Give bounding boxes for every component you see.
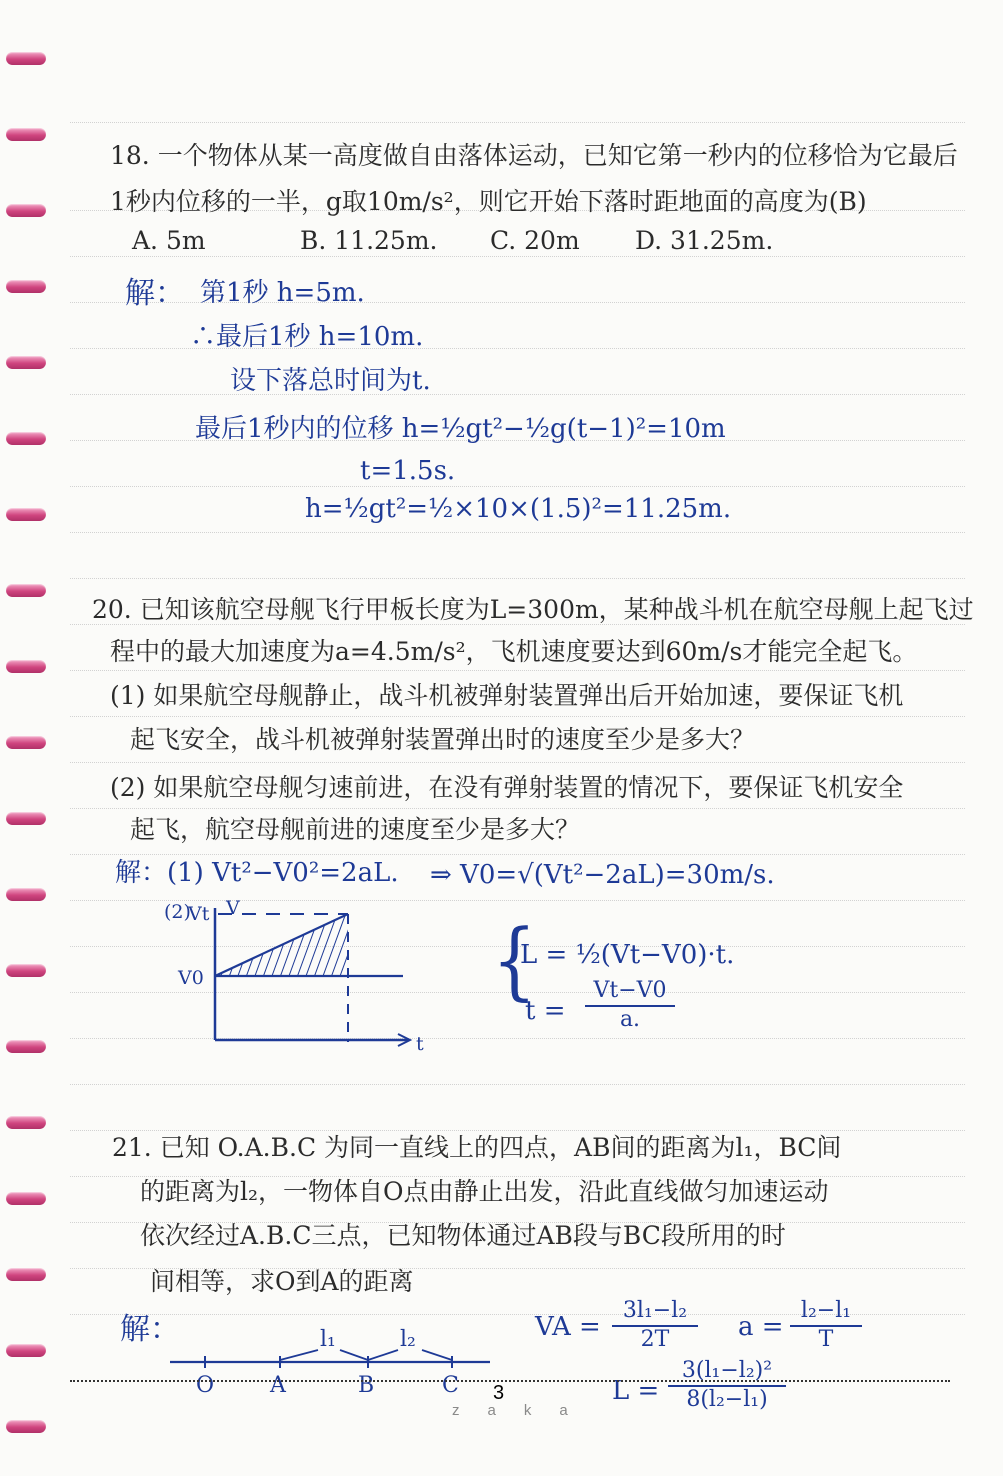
segment-arrow xyxy=(422,1350,452,1360)
ruled-line xyxy=(70,670,965,671)
ruled-line xyxy=(70,122,965,123)
fraction-numerator: Vt−V0 xyxy=(585,978,675,1007)
graph-v-axis-label: V xyxy=(226,897,240,919)
fraction-numerator: 3l₁−l₂ xyxy=(612,1298,698,1327)
q18-solution-line: t=1.5s. xyxy=(360,456,456,486)
spiral-ring xyxy=(6,964,46,977)
fraction-numerator: 3(l₁−l₂)² xyxy=(668,1358,786,1387)
segment-arrow xyxy=(280,1350,318,1360)
q21-L-fraction xyxy=(668,1358,786,1412)
spiral-ring xyxy=(6,52,46,65)
q18-line1: 18. 一个物体从某一高度做自由落体运动，已知它第一秒内的位移恰为它最后 xyxy=(110,141,958,170)
spiral-ring xyxy=(6,1268,46,1281)
q21-line3: 依次经过A.B.C三点，已知物体通过AB段与BC段所用的时 xyxy=(140,1221,786,1250)
fraction-denominator: T xyxy=(818,1327,834,1352)
q18-option-a: A. 5m xyxy=(132,226,206,255)
ruled-line xyxy=(70,716,965,717)
spiral-ring xyxy=(6,432,46,445)
spiral-ring xyxy=(6,1040,46,1053)
page-number: 3 xyxy=(493,1382,505,1404)
point-c-label: C xyxy=(442,1373,459,1398)
q18-solution-line: ∴最后1秒 h=10m. xyxy=(190,322,424,352)
spiral-ring xyxy=(6,1116,46,1129)
q18-option-c: C. 20m xyxy=(490,226,580,255)
q20-line2: 程中的最大加速度为a=4.5m/s²，飞机速度要达到60m/s才能完全起飞。 xyxy=(110,637,918,666)
ruled-line xyxy=(70,486,965,487)
spiral-ring xyxy=(6,1420,46,1433)
spiral-ring xyxy=(6,736,46,749)
velocity-time-graph xyxy=(158,890,438,1060)
point-o-label: O xyxy=(196,1373,215,1398)
ruled-line xyxy=(70,532,965,533)
ruled-line xyxy=(70,1084,965,1085)
q21-va-fraction xyxy=(612,1298,698,1352)
point-b-label: B xyxy=(358,1373,375,1398)
q21-line2: 的距离为l₂，一物体自O点由静止出发，沿此直线做匀加速运动 xyxy=(140,1177,829,1206)
ruled-line xyxy=(70,256,965,257)
point-a-label: A xyxy=(270,1373,286,1398)
notebook-brand: zaka xyxy=(452,1402,596,1419)
ruled-line xyxy=(70,394,965,395)
q18-solution-line: h=½gt²=½×10×(1.5)²=11.25m. xyxy=(305,494,732,524)
q18-solution-label: 解： xyxy=(125,276,185,311)
q18-solution-line: 最后1秒内的位移 h=½gt²−½g(t−1)²=10m xyxy=(195,414,726,444)
q21-solution-label: 解： xyxy=(120,1312,180,1347)
ruled-line xyxy=(70,578,965,579)
ruled-line xyxy=(70,762,965,763)
graph-v0-label: V0 xyxy=(178,967,204,989)
spiral-ring xyxy=(6,812,46,825)
q20-equation-length: L = ½(Vt−V0)·t. xyxy=(520,940,735,970)
q21-line1: 21. 已知 O.A.B.C 为同一直线上的四点，AB间的距离为l₁，BC间 xyxy=(112,1133,842,1162)
q20-line1: 20. 已知该航空母舰飞行甲板长度为L=300m，某种战斗机在航空母舰上起飞过 xyxy=(92,595,974,624)
q21-a-fraction xyxy=(790,1298,862,1352)
graph-t-axis-label: t xyxy=(416,1033,424,1055)
spiral-ring xyxy=(6,660,46,673)
graph-label: (2) xyxy=(164,901,191,923)
spiral-ring xyxy=(6,1344,46,1357)
ruled-line xyxy=(70,808,965,809)
q21-va-left: VA = xyxy=(535,1312,601,1342)
q20-part1-line1: (1) 如果航空母舰静止，战斗机被弹射装置弹出后开始加速，要保证飞机 xyxy=(110,681,904,710)
q20-solution-part1-result: ⇒ V0=√(Vt²−2aL)=30m/s. xyxy=(430,860,775,890)
spiral-ring xyxy=(6,356,46,369)
q20-solution-part1: 解：(1) Vt²−V0²=2aL. xyxy=(115,858,399,888)
spiral-ring xyxy=(6,204,46,217)
fraction-denominator: 8(l₂−l₁) xyxy=(686,1387,768,1412)
spiral-ring xyxy=(6,280,46,293)
spiral-ring xyxy=(6,508,46,521)
footer-dotted-line xyxy=(70,1380,950,1382)
q20-equation-time-left: t = xyxy=(525,996,566,1026)
q18-option-d: D. 31.25m. xyxy=(635,226,774,255)
q18-solution-line: 设下落总时间为t. xyxy=(230,366,431,396)
number-line-diagram xyxy=(160,1310,500,1400)
q18-option-b: B. 11.25m. xyxy=(300,226,438,255)
q18-line2: 1秒内位移的一半，g取10m/s²，则它开始下落时距地面的高度为(B) xyxy=(110,187,867,216)
segment-l1-label: l₁ xyxy=(320,1327,336,1352)
q21-line4: 间相等，求O到A的距离 xyxy=(150,1267,414,1296)
fraction-denominator: 2T xyxy=(640,1327,670,1352)
graph-vt-label: Vt xyxy=(188,903,210,925)
spiral-ring xyxy=(6,888,46,901)
segment-l2-label: l₂ xyxy=(400,1327,416,1352)
q20-part2-line1: (2) 如果航空母舰匀速前进，在没有弹射装置的情况下，要保证飞机安全 xyxy=(110,773,904,802)
spiral-ring xyxy=(6,128,46,141)
q18-solution-line: 第1秒 h=5m. xyxy=(200,278,365,308)
segment-arrow xyxy=(368,1350,398,1360)
q20-part2-line2: 起飞，航空母舰前进的速度至少是多大？ xyxy=(130,815,581,844)
equation-brace: { xyxy=(492,910,537,1010)
segment-arrow xyxy=(340,1350,368,1360)
q20-equation-time-fraction xyxy=(585,978,675,1032)
q21-L-left: L = xyxy=(612,1376,660,1406)
q21-a-left: a = xyxy=(738,1312,784,1342)
fraction-denominator: a. xyxy=(619,1007,641,1032)
q20-part1-line2: 起飞安全，战斗机被弹射装置弹出时的速度至少是多大？ xyxy=(130,725,756,754)
fraction-numerator: l₂−l₁ xyxy=(790,1298,862,1327)
spiral-ring xyxy=(6,584,46,597)
spiral-ring xyxy=(6,1192,46,1205)
